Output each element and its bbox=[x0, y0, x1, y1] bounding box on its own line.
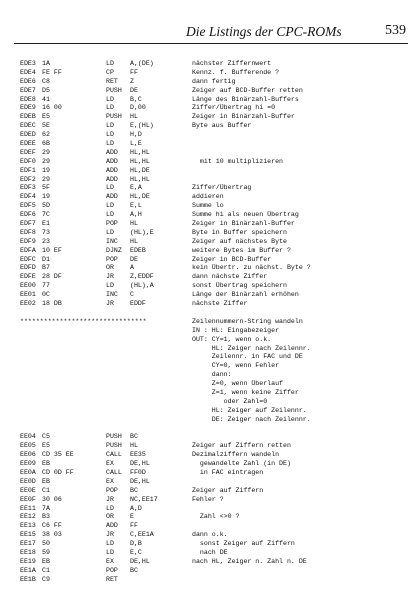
listing-line bbox=[20, 398, 412, 407]
opcode-bytes: 6B bbox=[42, 140, 50, 148]
comment: nächster Ziffernwert bbox=[192, 60, 272, 67]
operand: DE,HL bbox=[130, 477, 150, 485]
listing-line bbox=[20, 336, 412, 345]
listing-line bbox=[20, 247, 412, 256]
listing-line bbox=[20, 184, 412, 193]
address: EDEF bbox=[20, 148, 36, 156]
address: EDE8 bbox=[20, 95, 36, 103]
address: EDFC bbox=[20, 255, 36, 263]
mnemonic: LD bbox=[106, 122, 114, 130]
mnemonic: ADD bbox=[106, 166, 118, 174]
opcode-bytes: 5E bbox=[42, 122, 50, 130]
listing-line bbox=[20, 69, 412, 78]
address: EDF3 bbox=[20, 184, 36, 192]
listing-line bbox=[20, 318, 412, 327]
listing-line bbox=[20, 371, 412, 380]
opcode-bytes: E5 bbox=[42, 113, 50, 121]
comment: dann o.k. bbox=[192, 531, 228, 539]
operand: DE,HL bbox=[130, 460, 150, 468]
operand: HL bbox=[130, 113, 138, 121]
comment: Zahl <>0 ? bbox=[192, 513, 240, 521]
operand: A,H bbox=[130, 211, 142, 219]
opcode-bytes: 28 DF bbox=[42, 273, 62, 281]
address: EDFD bbox=[20, 264, 36, 272]
address: EDF2 bbox=[20, 175, 36, 183]
opcode-bytes: C1 bbox=[42, 566, 50, 574]
mnemonic: POP bbox=[106, 486, 118, 494]
opcode-bytes: 77 bbox=[42, 282, 50, 290]
opcode-bytes: 5F bbox=[42, 184, 50, 192]
mnemonic: LD bbox=[106, 548, 114, 556]
address: EE09 bbox=[20, 460, 36, 468]
address: EE02 bbox=[20, 300, 36, 308]
comment: CY=0, wenn Fehler bbox=[192, 362, 280, 370]
listing-line bbox=[20, 442, 412, 451]
comment: Zeilennummern-String wandeln bbox=[192, 317, 303, 325]
address: EDF7 bbox=[20, 220, 36, 228]
mnemonic: PUSH bbox=[106, 113, 122, 121]
comment: weitere Bytes im Buffer ? bbox=[192, 246, 291, 254]
mnemonic: POP bbox=[106, 220, 118, 228]
listing-line bbox=[20, 78, 412, 87]
mnemonic: LD bbox=[106, 504, 114, 512]
opcode-bytes: C8 bbox=[42, 77, 50, 85]
operand: A,(DE) bbox=[130, 60, 154, 67]
opcode-bytes: 38 03 bbox=[42, 531, 62, 539]
comment: Dezimalziffern wandeln bbox=[192, 451, 280, 459]
mnemonic: ADD bbox=[106, 522, 118, 530]
listing-line bbox=[20, 469, 412, 478]
address: EE1B bbox=[20, 575, 36, 583]
address: EDE4 bbox=[20, 68, 36, 76]
address: EE00 bbox=[20, 282, 36, 290]
mnemonic: ADD bbox=[106, 148, 118, 156]
mnemonic: LD bbox=[106, 228, 114, 236]
comment: Summe lo bbox=[192, 202, 224, 210]
operand: E,A bbox=[130, 184, 142, 192]
comment: Z=0, wenn Überlauf bbox=[192, 380, 284, 388]
listing-line bbox=[20, 531, 412, 540]
address: EDF8 bbox=[20, 228, 36, 236]
comment: Summe hi als neuen Übertrag bbox=[192, 211, 299, 219]
comment: kein Übertr. zu nächst. Byte ? bbox=[192, 264, 311, 272]
opcode-bytes: B3 bbox=[42, 513, 50, 521]
comment: sonst Zeiger auf Ziffern bbox=[192, 540, 295, 548]
opcode-bytes: EB bbox=[42, 477, 50, 485]
mnemonic: LD bbox=[106, 131, 114, 139]
opcode-bytes: 18 DB bbox=[42, 300, 62, 308]
mnemonic: LD bbox=[106, 60, 114, 67]
mnemonic: LD bbox=[106, 184, 114, 192]
comment: dann: bbox=[192, 371, 232, 379]
address: EE15 bbox=[20, 531, 36, 539]
listing-line bbox=[20, 140, 412, 149]
comment: Zeiger auf Ziffern retten bbox=[192, 442, 291, 450]
operand: BC bbox=[130, 486, 138, 494]
comment: Länge der Binärzahl erhöhen bbox=[192, 291, 299, 299]
opcode-bytes: 5D bbox=[42, 202, 50, 210]
listing-line bbox=[20, 309, 412, 318]
comment: Zeilennr. in FAC und DE bbox=[192, 353, 303, 361]
opcode-bytes: C5 bbox=[42, 433, 50, 441]
comment: Zeiger in BCD-Buffer bbox=[192, 255, 272, 263]
operand: E,(HL) bbox=[130, 122, 154, 130]
comment: mit 10 multiplizieren bbox=[192, 157, 284, 165]
opcode-bytes: 41 bbox=[42, 95, 50, 103]
listing-line bbox=[20, 416, 412, 425]
comment: Zeiger auf BCD-Buffer retten bbox=[192, 86, 303, 94]
mnemonic: LD bbox=[106, 104, 114, 112]
comment: Byte aus Buffer bbox=[192, 122, 252, 130]
opcode-bytes: EB bbox=[42, 557, 50, 565]
listing-line bbox=[20, 389, 412, 398]
address: EE0D bbox=[20, 477, 36, 485]
opcode-bytes: 29 bbox=[42, 175, 50, 183]
listing-line bbox=[20, 451, 412, 460]
address: EDED bbox=[20, 131, 36, 139]
listing-line bbox=[20, 425, 412, 434]
listing-line bbox=[20, 505, 412, 514]
address: EDF5 bbox=[20, 202, 36, 210]
address: EE05 bbox=[20, 442, 36, 450]
opcode-bytes: 30 06 bbox=[42, 495, 62, 503]
opcode-bytes: D1 bbox=[42, 255, 50, 263]
mnemonic: RET bbox=[106, 575, 118, 583]
address: EE12 bbox=[20, 513, 36, 521]
operand: EDDF bbox=[130, 300, 146, 308]
address: EE1A bbox=[20, 566, 36, 574]
comment: Ziffer/Übertrag hi =0 bbox=[192, 104, 276, 112]
operand: E,C bbox=[130, 548, 142, 556]
mnemonic: DJNZ bbox=[106, 246, 122, 254]
address: EE19 bbox=[20, 557, 36, 565]
address: EE17 bbox=[20, 540, 36, 548]
listing-line bbox=[20, 522, 412, 531]
comment: Zeiger auf Ziffern bbox=[192, 486, 264, 494]
listing-line bbox=[20, 211, 412, 220]
mnemonic: CALL bbox=[106, 451, 122, 459]
opcode-bytes: 0C bbox=[42, 291, 50, 299]
opcode-bytes: 7A bbox=[42, 504, 50, 512]
operand: HL,HL bbox=[130, 148, 150, 156]
operand: FF bbox=[130, 68, 138, 76]
listing-line bbox=[20, 202, 412, 211]
operand: B,C bbox=[130, 95, 142, 103]
section-separator: ******************************** bbox=[20, 317, 147, 325]
mnemonic: CALL bbox=[106, 468, 122, 476]
listing-line bbox=[20, 362, 412, 371]
comment: nach HL, Zeiger n. Zahl n. DE bbox=[192, 557, 307, 565]
operand: (HL),E bbox=[130, 228, 154, 236]
operand: EE35 bbox=[130, 451, 146, 459]
listing-line bbox=[20, 549, 412, 558]
opcode-bytes: 59 bbox=[42, 548, 50, 556]
listing-line bbox=[20, 567, 412, 576]
opcode-bytes: E1 bbox=[42, 220, 50, 228]
mnemonic: JR bbox=[106, 495, 114, 503]
mnemonic: LD bbox=[106, 540, 114, 548]
listing-line bbox=[20, 158, 412, 167]
header-rule bbox=[14, 43, 408, 44]
operand: E bbox=[130, 513, 134, 521]
comment: nach DE bbox=[192, 548, 228, 556]
address: EDE6 bbox=[20, 77, 36, 85]
listing-line bbox=[20, 576, 412, 585]
opcode-bytes: 29 bbox=[42, 148, 50, 156]
mnemonic: PUSH bbox=[106, 433, 122, 441]
mnemonic: INC bbox=[106, 291, 118, 299]
operand: HL,DE bbox=[130, 193, 150, 201]
mnemonic: PUSH bbox=[106, 442, 122, 450]
address: EE0E bbox=[20, 486, 36, 494]
mnemonic: CP bbox=[106, 68, 114, 76]
comment: oder Zahl=0 bbox=[192, 397, 268, 405]
comment: addieren bbox=[192, 193, 224, 201]
mnemonic: JR bbox=[106, 531, 114, 539]
opcode-bytes: D5 bbox=[42, 86, 50, 94]
mnemonic: LD bbox=[106, 211, 114, 219]
comment: dann fertig bbox=[192, 77, 236, 85]
listing-line bbox=[20, 238, 412, 247]
mnemonic: LD bbox=[106, 202, 114, 210]
comment: in FAC eintragen bbox=[192, 468, 264, 476]
comment: nächste Ziffer bbox=[192, 300, 248, 308]
listing-line bbox=[20, 264, 412, 273]
address: EDEE bbox=[20, 140, 36, 148]
page-header-title: Die Listings der CPC-ROMs bbox=[186, 24, 342, 39]
listing-line bbox=[20, 291, 412, 300]
address: EDF1 bbox=[20, 166, 36, 174]
mnemonic: ADD bbox=[106, 157, 118, 165]
mnemonic: EX bbox=[106, 460, 114, 468]
comment: Fehler ? bbox=[192, 495, 224, 503]
mnemonic: PUSH bbox=[106, 86, 122, 94]
listing-line bbox=[20, 478, 412, 487]
operand: A bbox=[130, 264, 134, 272]
mnemonic: ADD bbox=[106, 193, 118, 201]
address: EDF4 bbox=[20, 193, 36, 201]
listing-line bbox=[20, 104, 412, 113]
opcode-bytes: E5 bbox=[42, 442, 50, 450]
comment: HL: Zeiger auf Zeilennr. bbox=[192, 406, 307, 414]
address: EE06 bbox=[20, 451, 36, 459]
operand: BC bbox=[130, 566, 138, 574]
mnemonic: POP bbox=[106, 566, 118, 574]
opcode-bytes: 7C bbox=[42, 211, 50, 219]
address: EE11 bbox=[20, 504, 36, 512]
mnemonic: EX bbox=[106, 557, 114, 565]
opcode-bytes: FE FF bbox=[42, 68, 62, 76]
mnemonic: LD bbox=[106, 95, 114, 103]
operand: NC,EE17 bbox=[130, 495, 158, 503]
opcode-bytes: 62 bbox=[42, 131, 50, 139]
listing-line bbox=[20, 558, 412, 567]
comment: DE: Zeiger nach Zeilennr. bbox=[192, 415, 311, 423]
operand: H,D bbox=[130, 131, 142, 139]
mnemonic: RET bbox=[106, 77, 118, 85]
address: EDE7 bbox=[20, 86, 36, 94]
listing-line bbox=[20, 220, 412, 229]
opcode-bytes: 73 bbox=[42, 228, 50, 236]
listing-line bbox=[20, 345, 412, 354]
operand: E,L bbox=[130, 202, 142, 210]
address: EDEC bbox=[20, 122, 36, 130]
operand: D,B bbox=[130, 540, 142, 548]
address: EE0F bbox=[20, 495, 36, 503]
address: EDF0 bbox=[20, 157, 36, 165]
listing-line bbox=[20, 282, 412, 291]
comment: Zeiger auf nächstes Byte bbox=[192, 237, 287, 245]
address: EDF6 bbox=[20, 211, 36, 219]
operand: A,D bbox=[130, 504, 142, 512]
listing-line bbox=[20, 496, 412, 505]
operand: HL,DE bbox=[130, 166, 150, 174]
listing-line bbox=[20, 407, 412, 416]
comment: sonst Übertrag speichern bbox=[192, 282, 287, 290]
operand: D,00 bbox=[130, 104, 146, 112]
listing-line bbox=[20, 353, 412, 362]
listing-line bbox=[20, 300, 412, 309]
mnemonic: OR bbox=[106, 264, 114, 272]
operand: HL,HL bbox=[130, 157, 150, 165]
opcode-bytes: 16 00 bbox=[42, 104, 62, 112]
operand: EDEB bbox=[130, 246, 146, 254]
listing-line bbox=[20, 113, 412, 122]
opcode-bytes: C9 bbox=[42, 575, 50, 583]
opcode-bytes: C6 FF bbox=[42, 522, 62, 530]
listing-line bbox=[20, 380, 412, 389]
assembly-listing bbox=[20, 60, 412, 585]
operand: (HL),A bbox=[130, 282, 154, 290]
listing-line bbox=[20, 149, 412, 158]
mnemonic: POP bbox=[106, 255, 118, 263]
comment: Byte in Buffer speichern bbox=[192, 228, 287, 236]
mnemonic: JR bbox=[106, 273, 114, 281]
operand: DE,HL bbox=[130, 557, 150, 565]
mnemonic: INC bbox=[106, 237, 118, 245]
address: EE01 bbox=[20, 291, 36, 299]
comment: Länge des Binärzahl-Buffers bbox=[192, 95, 299, 103]
opcode-bytes: 10 EF bbox=[42, 246, 62, 254]
opcode-bytes: EB bbox=[42, 460, 50, 468]
operand: FF bbox=[130, 522, 138, 530]
address: EDE9 bbox=[20, 104, 36, 112]
operand: Z,EDDF bbox=[130, 273, 154, 281]
address: EE18 bbox=[20, 548, 36, 556]
listing-line bbox=[20, 167, 412, 176]
comment: HL: Zeiger nach Zeilennr. bbox=[192, 344, 311, 352]
mnemonic: ADD bbox=[106, 175, 118, 183]
operand: DE bbox=[130, 255, 138, 263]
address: EE13 bbox=[20, 522, 36, 530]
operand: HL bbox=[130, 220, 138, 228]
address: EDFA bbox=[20, 246, 36, 254]
listing-line bbox=[20, 433, 412, 442]
comment: Z=1, wenn keine Ziffer bbox=[192, 388, 299, 396]
listing-line bbox=[20, 460, 412, 469]
operand: HL,HL bbox=[130, 175, 150, 183]
opcode-bytes: CD 35 EE bbox=[42, 451, 74, 459]
mnemonic: JR bbox=[106, 300, 114, 308]
address: EDEB bbox=[20, 113, 36, 121]
operand: FF0D bbox=[130, 468, 146, 476]
operand: HL bbox=[130, 442, 138, 450]
listing-line bbox=[20, 229, 412, 238]
operand: DE bbox=[130, 86, 138, 94]
listing-line bbox=[20, 122, 412, 131]
mnemonic: EX bbox=[106, 477, 114, 485]
listing-line bbox=[20, 131, 412, 140]
opcode-bytes: 19 bbox=[42, 193, 50, 201]
listing-line bbox=[20, 513, 412, 522]
listing-line bbox=[20, 327, 412, 336]
listing-line bbox=[20, 273, 412, 282]
page-number: 539 bbox=[385, 23, 406, 38]
operand: C bbox=[130, 291, 134, 299]
opcode-bytes: 1A bbox=[42, 60, 50, 67]
mnemonic: LD bbox=[106, 282, 114, 290]
address: EE0A bbox=[20, 468, 36, 476]
opcode-bytes: 29 bbox=[42, 157, 50, 165]
operand: BC bbox=[130, 433, 138, 441]
comment: Ziffer/Übertrag bbox=[192, 184, 252, 192]
operand: HL bbox=[130, 237, 138, 245]
comment: OUT: CY=1, wenn o.k. bbox=[192, 335, 272, 343]
operand: Z bbox=[130, 77, 134, 85]
comment: Kennz. f. Bufferende ? bbox=[192, 68, 280, 76]
mnemonic: OR bbox=[106, 513, 114, 521]
address: EDFE bbox=[20, 273, 36, 281]
listing-line bbox=[20, 193, 412, 202]
listing-line bbox=[20, 487, 412, 496]
opcode-bytes: 19 bbox=[42, 166, 50, 174]
comment: IN : HL: Eingabezeiger bbox=[192, 326, 280, 334]
mnemonic: LD bbox=[106, 140, 114, 148]
listing-line bbox=[20, 87, 412, 96]
address: EDF9 bbox=[20, 237, 36, 245]
address: EDE3 bbox=[20, 60, 36, 67]
listing-line bbox=[20, 540, 412, 549]
opcode-bytes: B7 bbox=[42, 264, 50, 272]
opcode-bytes: C1 bbox=[42, 486, 50, 494]
comment: Zeiger in Binärzahl-Buffer bbox=[192, 220, 295, 228]
comment: dann nächste Ziffer bbox=[192, 273, 268, 281]
address: EE04 bbox=[20, 433, 36, 441]
comment: Zeiger in Binärzahl-Buffer bbox=[192, 113, 295, 121]
opcode-bytes: 50 bbox=[42, 540, 50, 548]
listing-line bbox=[20, 60, 412, 69]
operand: L,E bbox=[130, 140, 142, 148]
opcode-bytes: 23 bbox=[42, 237, 50, 245]
opcode-bytes: CD 0D FF bbox=[42, 468, 74, 476]
comment: gewandelte Zahl (in DE) bbox=[192, 460, 291, 468]
operand: C,EE1A bbox=[130, 531, 154, 539]
